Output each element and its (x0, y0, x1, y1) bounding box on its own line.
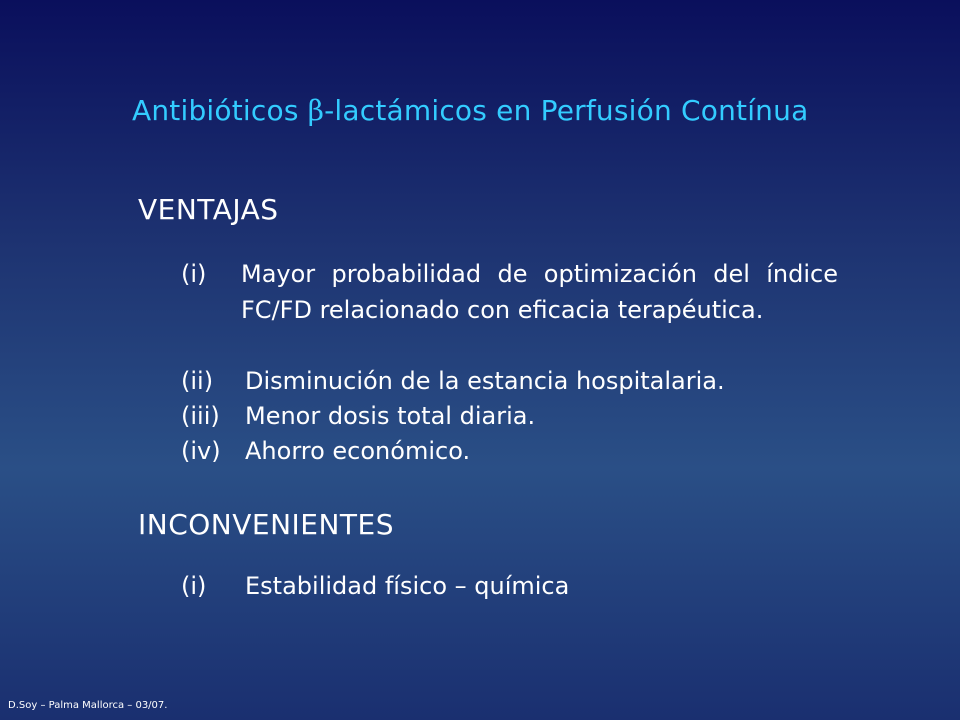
ventajas-item-1-marker: (i) (181, 260, 207, 288)
inconvenientes-item-1-text: Estabilidad físico – química (245, 572, 570, 600)
title-suffix: -lactámicos en Perfusión Contínua (324, 94, 809, 127)
ventajas-item-1-text: Mayor probabilidad de optimización del índice FC/FD relacionado con eficacia terapéutica. (241, 260, 838, 324)
ventajas-item-3-text: Menor dosis total diaria. (245, 402, 536, 430)
inconvenientes-heading: INCONVENIENTES (138, 508, 394, 541)
ventajas-heading: VENTAJAS (138, 193, 279, 226)
inconvenientes-item-1-marker: (i) (181, 572, 207, 600)
ventajas-item-3-marker: (iii) (181, 402, 220, 430)
ventajas-item-4-text: Ahorro económico. (245, 437, 471, 465)
ventajas-item-4 (181, 433, 838, 469)
ventajas-item-3 (181, 398, 838, 434)
slide-footer: D.Soy – Palma Mallorca – 03/07. (8, 700, 168, 711)
title-prefix: Antibióticos (132, 94, 308, 127)
inconvenientes-item-1 (181, 568, 838, 604)
ventajas-item-4-marker: (iv) (181, 437, 221, 465)
title-beta-symbol: β (307, 94, 325, 127)
slide-title (132, 94, 852, 127)
ventajas-item-2-marker: (ii) (181, 367, 214, 395)
ventajas-item-2 (181, 363, 838, 399)
ventajas-item-1 (181, 256, 838, 328)
ventajas-item-2-text: Disminución de la estancia hospitalaria. (245, 367, 725, 395)
